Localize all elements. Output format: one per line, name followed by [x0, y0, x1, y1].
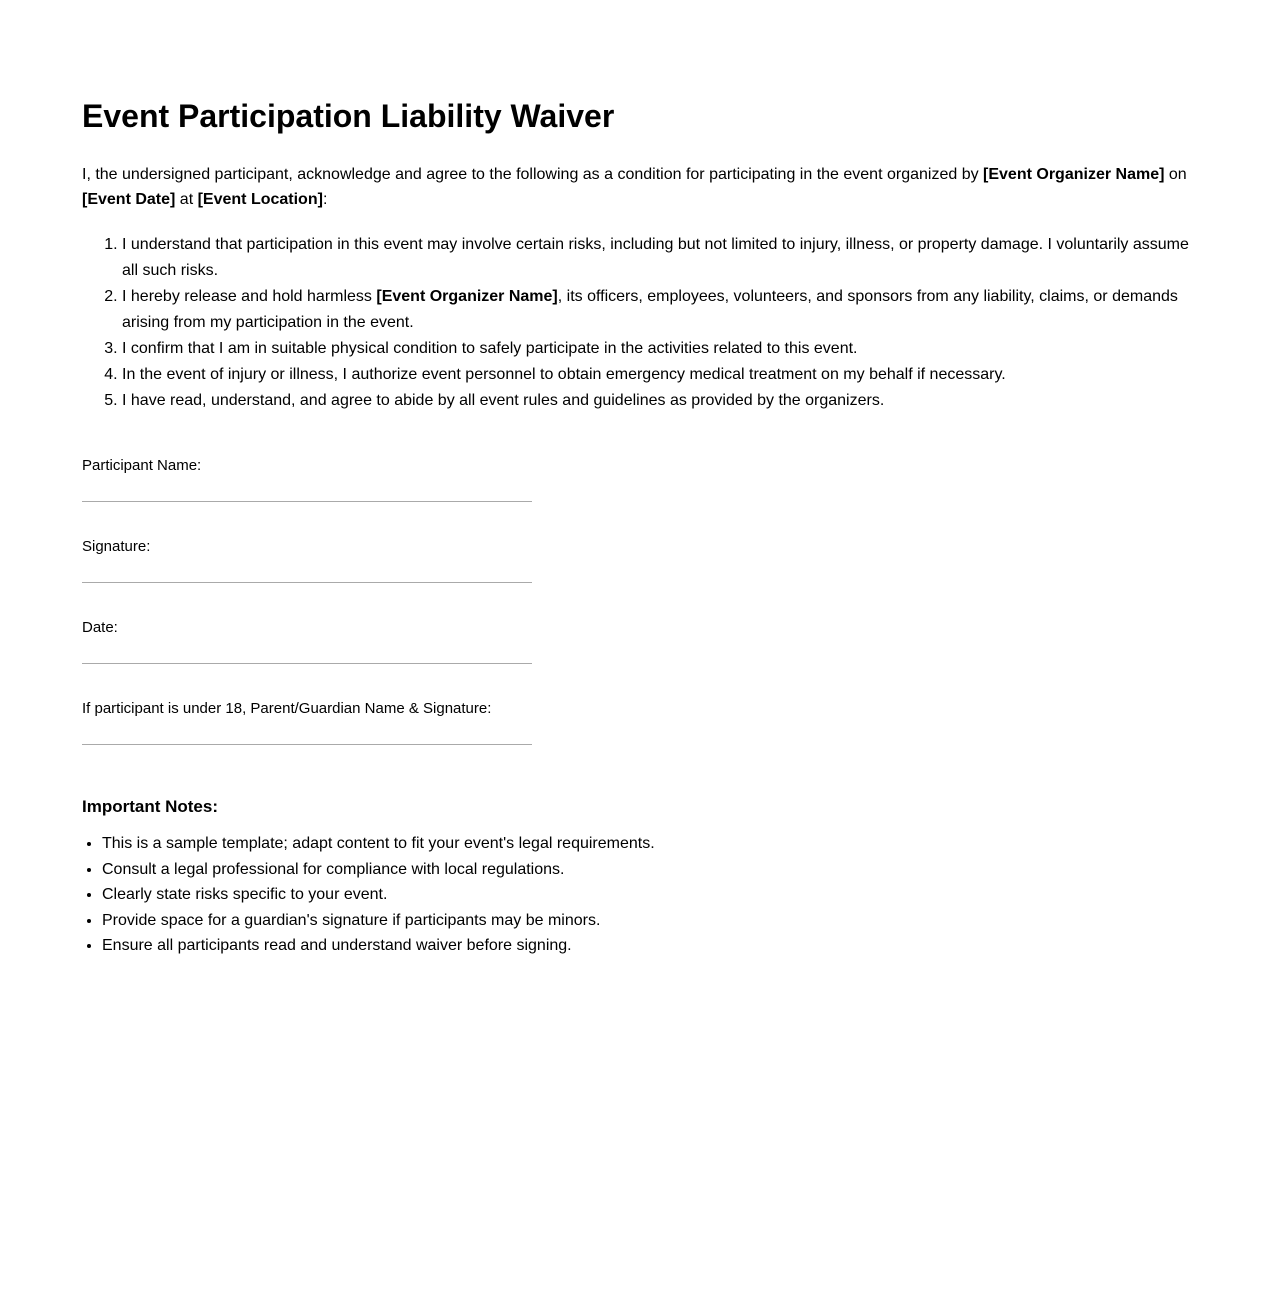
signature-label: Signature:	[82, 538, 151, 555]
guardian-label: If participant is under 18, Parent/Guardian Name & Signature:	[82, 700, 492, 717]
note-item: • This is a sample template; adapt content to fit your event's legal requirements.	[102, 831, 1196, 857]
intro-location: [Event Location]	[197, 191, 323, 208]
note-item: • Clearly state risks specific to your event.	[102, 882, 1196, 908]
intro-date: [Event Date]	[82, 191, 176, 208]
guardian-line[interactable]	[82, 744, 532, 745]
participant-name-field	[82, 456, 1196, 502]
signature-section	[82, 456, 1196, 745]
date-line[interactable]	[82, 663, 532, 664]
note-item: • Consult a legal professional for compliance with local regulations.	[102, 857, 1196, 883]
terms-list	[82, 232, 1194, 414]
term-organizer: [Event Organizer Name]	[376, 288, 558, 305]
term-text: I confirm that I am in suitable physical condition to safely participate in the activities related to this event.	[122, 340, 858, 357]
signature-line[interactable]	[82, 582, 532, 583]
term-item-2	[122, 284, 1194, 336]
page-title: Event Participation Liability Waiver	[82, 98, 615, 134]
guardian-field	[82, 699, 1196, 745]
term-item-1	[122, 232, 1194, 284]
term-text-post: , its officers, employees, volunteers, and sponsors from any liability, claims, or demands arising from my participation in the event.	[122, 288, 1178, 331]
participant-name-label: Participant Name:	[82, 457, 202, 474]
term-item-5	[122, 388, 1194, 414]
term-text: I understand that participation in this event may involve certain risks, including but not limited to injury, illness, or property damage. I voluntarily assume all such risks.	[122, 236, 1189, 279]
intro-text-3: at	[175, 191, 198, 208]
term-text: In the event of injury or illness, I authorize event personnel to obtain emergency medical treatment on my behalf if necessary.	[122, 366, 1006, 383]
note-item: • Provide space for a guardian's signature if participants may be minors.	[102, 908, 1196, 934]
intro-text-2: on	[1164, 166, 1187, 183]
intro-organizer: [Event Organizer Name]	[983, 166, 1165, 183]
intro-paragraph	[82, 162, 1192, 212]
date-field	[82, 618, 1196, 664]
term-item-3	[122, 336, 1194, 362]
date-label: Date:	[82, 619, 118, 636]
signature-field	[82, 537, 1196, 583]
notes-heading: Important Notes:	[82, 797, 218, 816]
notes-list	[82, 831, 1196, 959]
intro-text-4: :	[322, 191, 328, 208]
term-text: I have read, understand, and agree to abide by all event rules and guidelines as provided by the organizers.	[122, 392, 885, 409]
intro-text-1: I, the undersigned participant, acknowledge and agree to the following as a condition for participating in the event organized by	[82, 166, 984, 183]
term-text-pre: I hereby release and hold harmless	[122, 288, 377, 305]
term-item-4	[122, 362, 1194, 388]
note-item: • Ensure all participants read and understand waiver before signing.	[102, 933, 1196, 959]
participant-name-line[interactable]	[82, 501, 532, 502]
